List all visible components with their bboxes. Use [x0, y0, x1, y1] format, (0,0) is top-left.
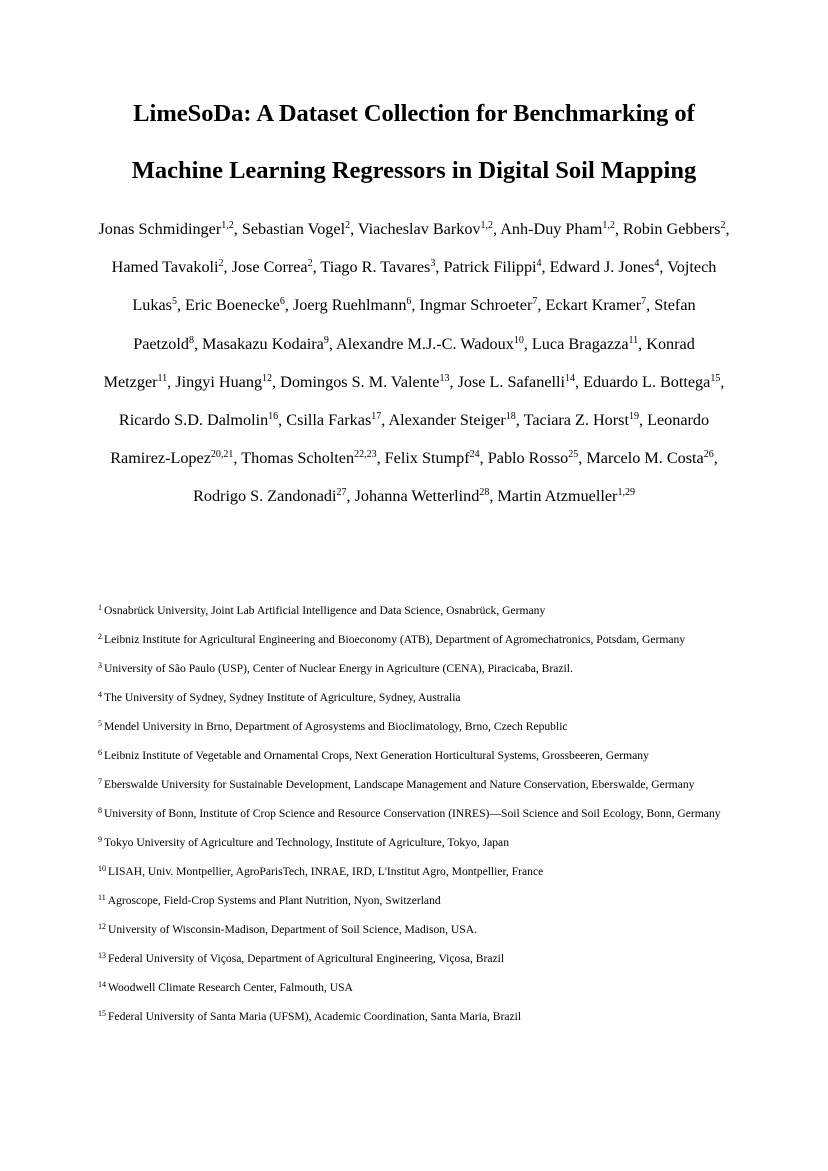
author-affiliation-marker: 1,2 [602, 220, 615, 231]
author [385, 449, 480, 467]
paper-title-line-1: LimeSoDa: A Dataset Collection for Benchmarking of [133, 100, 695, 127]
author-name: Alexandre M.J.-C. Wadoux [336, 334, 514, 353]
author [532, 335, 638, 353]
author-affiliation-marker: 27 [336, 487, 347, 499]
author-name: Tiago R. Tavares [320, 258, 431, 277]
affiliation-number: 9 [98, 835, 102, 844]
author-name: Stefan Paetzold [133, 296, 696, 353]
author-name: Johanna Wetterlind [354, 487, 480, 506]
affiliation-item [98, 973, 730, 1002]
author-affiliation-marker: 22,23 [354, 449, 377, 461]
author-affiliation-marker: 9 [323, 334, 329, 346]
author [242, 220, 350, 238]
affiliation-text: Tokyo University of Agriculture and Technology, Institute of Agriculture, Tokyo, Japan [104, 836, 509, 849]
affiliation-text: University of São Paulo (USP), Center of Nuclear Energy in Agriculture (CENA), Piracicaba, Brazil. [104, 662, 573, 675]
affiliation-text: The University of Sydney, Sydney Institute of Agriculture, Sydney, Australia [104, 691, 461, 704]
author-name: Anh-Duy Pham [500, 220, 603, 238]
affiliation-number: 3 [98, 661, 102, 670]
author-name: Eric Boenecke [185, 296, 280, 315]
author [497, 487, 635, 505]
author [586, 449, 713, 467]
author-name: Marcelo M. Costa [586, 449, 704, 468]
affiliation-number: 8 [98, 806, 102, 815]
author [119, 411, 278, 429]
affiliation-number: 6 [98, 748, 102, 757]
author-affiliation-marker: 1,2 [480, 220, 494, 231]
author-affiliation-marker: 1,29 [617, 487, 635, 499]
affiliation-item [98, 1002, 730, 1031]
author-name: Ricardo S.D. Dalmolin [118, 411, 269, 430]
affiliation-text: Osnabrück University, Joint Lab Artificial Intelligence and Data Science, Osnabrück, Germany [104, 604, 546, 617]
affiliation-item [98, 654, 730, 683]
affiliation-number: 15 [98, 1009, 106, 1018]
author-affiliation-marker: 2 [218, 258, 224, 270]
author-affiliation-marker: 15 [710, 372, 721, 384]
author [388, 411, 515, 429]
author-name: Jonas Schmidinger [98, 220, 222, 238]
author-affiliation-marker: 18 [505, 411, 516, 423]
affiliation-item [98, 770, 730, 799]
affiliation-text: University of Wisconsin-Madison, Department of Soil Science, Madison, USA. [108, 923, 477, 936]
author-name: Ingmar Schroeter [419, 296, 533, 315]
author-affiliation-marker: 26 [703, 449, 714, 461]
author [98, 220, 233, 238]
author-name: Martin Atzmueller [497, 487, 618, 506]
paper-title-line-2: Machine Learning Regressors in Digital Soil Mapping [131, 157, 697, 184]
author [583, 373, 720, 391]
author [112, 258, 224, 276]
affiliation-number: 2 [98, 632, 102, 641]
affiliation-text: University of Bonn, Institute of Crop Science and Resource Conservation (INRES)—Soil Science and Soil Ecology, Bonn, Germany [104, 807, 721, 820]
affiliation-number: 10 [98, 864, 106, 873]
affiliation-text: Woodwell Climate Research Center, Falmouth, USA [108, 981, 353, 994]
author [358, 220, 493, 238]
affiliation-number: 13 [98, 951, 106, 960]
author-name: Sebastian Vogel [241, 220, 346, 238]
author-name: Rodrigo S. Zandonadi [193, 487, 337, 506]
affiliation-text: Eberswalde University for Sustainable Development, Landscape Management and Nature Conservation, Eberswalde, Germany [104, 778, 695, 791]
author-affiliation-marker: 7 [532, 296, 538, 308]
author [185, 296, 285, 314]
author-affiliation-marker: 2 [307, 258, 313, 270]
author-name: Masakazu Kodaira [202, 334, 324, 353]
affiliation-number: 11 [98, 893, 106, 902]
author-name: Viacheslav Barkov [357, 220, 481, 238]
author [623, 220, 726, 238]
author-name: Robin Gebbers [622, 220, 721, 238]
affiliation-text: Federal University of Santa Maria (UFSM), Academic Coordination, Santa Maria, Brazil [108, 1010, 522, 1023]
affiliation-number: 1 [98, 603, 102, 612]
author [550, 258, 660, 276]
author-name: Vojtech Lukas [132, 258, 717, 315]
affiliation-number: 7 [98, 777, 102, 786]
author-affiliation-marker: 4 [536, 258, 542, 270]
author-name: Thomas Scholten [241, 449, 355, 468]
affiliation-item [98, 741, 730, 770]
affiliation-item [98, 828, 730, 857]
affiliation-number: 5 [98, 719, 102, 728]
author [320, 258, 435, 276]
author-name: Hamed Tavakoli [111, 258, 219, 277]
author-name: Eduardo L. Bottega [583, 372, 711, 391]
author [280, 373, 449, 391]
author-affiliation-marker: 25 [568, 449, 579, 461]
author-affiliation-marker: 12 [262, 372, 273, 384]
affiliation-item [98, 799, 730, 828]
affiliation-item [98, 857, 730, 886]
affiliation-number: 14 [98, 980, 106, 989]
author-name: Jose L. Safanelli [457, 372, 566, 391]
author-name: Jose Correa [231, 258, 308, 277]
author-name: Taciara Z. Horst [523, 411, 629, 430]
author-affiliation-marker: 24 [469, 449, 480, 461]
author-name: Patrick Filippi [443, 258, 537, 277]
author [443, 258, 541, 276]
author-name: Domingos S. M. Valente [280, 372, 440, 391]
affiliation-item [98, 596, 730, 625]
author-name: Edward J. Jones [549, 258, 655, 277]
author [232, 258, 313, 276]
affiliation-number: 12 [98, 922, 106, 931]
author-affiliation-marker: 4 [654, 258, 660, 270]
affiliation-item [98, 625, 730, 654]
affiliation-item [98, 915, 730, 944]
author-affiliation-marker: 16 [268, 411, 279, 423]
author-affiliation-marker: 2 [345, 220, 351, 231]
author-name: Luca Bragazza [531, 334, 629, 353]
author [488, 449, 579, 467]
author-name: Joerg Ruehlmann [292, 296, 407, 315]
affiliation-text: Mendel University in Brno, Department of Agrosystems and Bioclimatology, Brno, Czech Republic [104, 720, 568, 733]
author [202, 335, 329, 353]
author-affiliation-marker: 7 [641, 296, 647, 308]
author [175, 373, 272, 391]
author [458, 373, 575, 391]
author-name: Konrad Metzger [103, 334, 695, 391]
affiliation-text: Leibniz Institute of Vegetable and Ornamental Crops, Next Generation Horticultural Systems, Grossbeeren, Germany [104, 749, 649, 762]
author-name: Jingyi Huang [175, 372, 263, 391]
author [241, 449, 376, 467]
author [500, 220, 615, 238]
affiliation-item [98, 683, 730, 712]
author-affiliation-marker: 14 [565, 372, 576, 384]
author-affiliation-marker: 13 [439, 372, 450, 384]
author-name: Leonardo Ramirez-Lopez [110, 411, 710, 468]
author [355, 487, 490, 505]
affiliation-text: LISAH, Univ. Montpellier, AgroParisTech, INRAE, IRD, L'Institut Agro, Montpellier, France [108, 865, 544, 878]
affiliation-text: Agroscope, Field-Crop Systems and Plant Nutrition, Nyon, Switzerland [107, 894, 441, 907]
author [420, 296, 538, 314]
author-affiliation-marker: 8 [188, 334, 194, 346]
affiliation-item [98, 886, 730, 915]
author [545, 296, 646, 314]
affiliation-list [98, 596, 730, 1031]
author-list: Jonas Schmidinger$^{1,2}$, Sebastian Vogel$^2$, Viacheslav Barkov$^{1,2}$, Anh-Duy Pham$^{1,2}$, Robin Gebbers$^2$, Hamed Tavakoli$^2$, Jose Correa$^2$, Tiago R. Tavares$^3$, Patrick Filippi$^4$, Edward J. Jones$^4$, Vojtech Lukas$^5$, Eric Boenecke$^6$, Joerg Ruehlmann$^6$, Ingmar Schroeter$^7$, Eckart Kramer$^7$, Stefan Paetzold$^8$, Masakazu Kodaira$^9$, Alexandre M.J.-C. Wadoux$^{10}$, Luca Bragazza$^{11}$, Konrad Metzger$^{11}$, Jingyi Huang$^{12}$, Domingos S. M. Valente$^{13}$, Jose L. Safanelli$^{14}$, Eduardo L. Bottega$^{15}$, Ricardo S.D. Dalmolin$^{16}$, Csilla Farkas$^{17}$, Alexander Steiger$^{18}$, Taciara Z. Horst$^{19}$, Leonardo Ramirez-Lopez$^{20,21}$, Thomas Scholten$^{22,23}$, Felix Stumpf$^{24}$, Pablo Rosso$^{25}$, Marcelo M. Costa$^{26}$, Rodrigo S. Zandonadi$^{27}$, Johanna Wetterlind$^{28}$, Martin Atzmueller$^{1,29}$ [98, 220, 730, 506]
author-affiliation-marker: 28 [479, 487, 490, 499]
author [524, 411, 639, 429]
affiliation-item [98, 712, 730, 741]
author-affiliation-marker: 2 [720, 220, 726, 231]
author [193, 487, 346, 505]
author [286, 411, 381, 429]
author-affiliation-marker: 19 [628, 411, 639, 423]
author-affiliation-marker: 6 [406, 296, 412, 308]
author-affiliation-marker: 11 [628, 334, 639, 346]
author-name: Pablo Rosso [487, 449, 569, 468]
affiliation-text: Leibniz Institute for Agricultural Engineering and Bioeconomy (ATB), Department of Agromechatronics, Potsdam, Germany [104, 633, 686, 646]
author-name: Felix Stumpf [384, 449, 470, 468]
author-name: Alexander Steiger [388, 411, 506, 430]
author-affiliation-marker: 6 [279, 296, 285, 308]
author-affiliation-marker: 1,2 [221, 220, 234, 231]
author-affiliation-marker: 5 [171, 296, 177, 308]
affiliation-number: 4 [98, 690, 102, 699]
author-affiliation-marker: 11 [157, 372, 168, 384]
author-affiliation-marker: 10 [513, 334, 524, 346]
author-affiliation-marker: 17 [371, 411, 382, 423]
author-name: Eckart Kramer [545, 296, 642, 315]
author [336, 335, 524, 353]
author-name: Csilla Farkas [286, 411, 372, 430]
author-affiliation-marker: 20,21 [210, 449, 234, 461]
affiliation-item [98, 944, 730, 973]
affiliation-text: Federal University of Viçosa, Department of Agricultural Engineering, Viçosa, Brazil [108, 952, 505, 965]
author-affiliation-marker: 3 [430, 258, 436, 270]
author [293, 296, 411, 314]
